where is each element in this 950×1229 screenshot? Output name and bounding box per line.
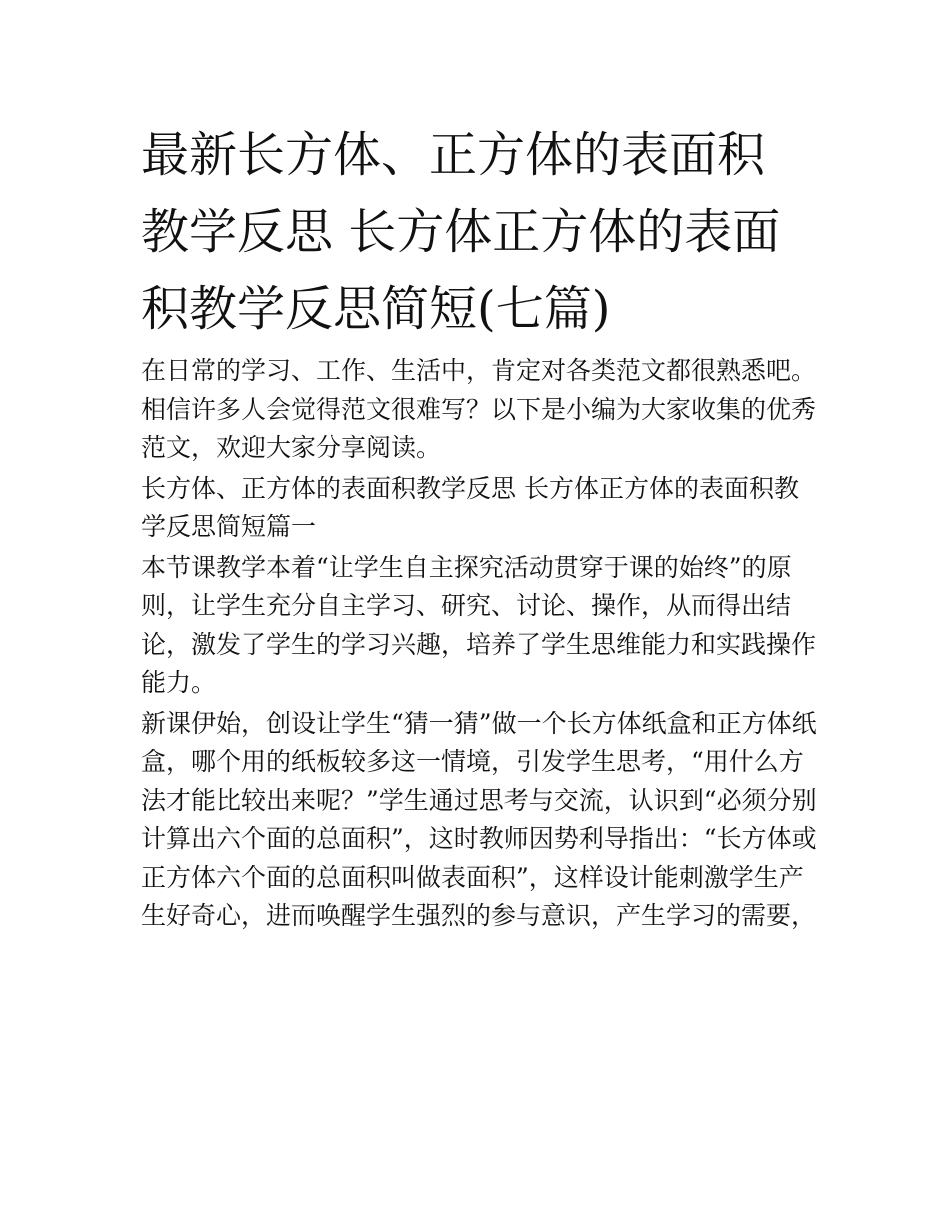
text-line: 盒，哪个用的纸板较多这一情境，引发学生思考，“用什么方 — [141, 747, 804, 776]
text-line: 范文，欢迎大家分享阅读。 — [141, 433, 442, 462]
text-line: 长方体、正方体的表面积教学反思 长方体正方体的表面积教 — [141, 473, 799, 503]
text-line: 正方体六个面的总面积叫做表面积”，这样设计能刺激学生产 — [141, 862, 804, 892]
text-line: 相信许多人会觉得范文很难写？以下是小编为大家收集的优秀 — [141, 394, 817, 424]
text-line: 生好奇心，进而唤醒学生强烈的参与意识，产生学习的需要， — [141, 901, 817, 930]
text-line: 新课伊始，创设让学生“猜一猜”做一个长方体纸盒和正方体纸 — [141, 708, 817, 738]
text-line: 则，让学生充分自主学习、研究、讨论、操作，从而得出结 — [141, 591, 792, 620]
text-line: 论，激发了学生的学习兴趣，培养了学生思维能力和实践操作 — [141, 629, 817, 659]
body-paragraph — [141, 705, 821, 936]
intro-paragraph — [141, 352, 821, 468]
section-heading-paragraph — [141, 470, 821, 547]
document-content — [141, 117, 821, 938]
text-line: 在日常的学习、工作、生活中，肯定对各类范文都很熟悉吧。 — [141, 356, 817, 385]
document-body — [141, 352, 821, 936]
title-line: 积教学反思简短(七篇) — [141, 281, 611, 337]
text-line: 本节课教学本着“让学生自主探究活动贯穿于课的始终”的原 — [141, 552, 792, 582]
body-paragraph — [141, 549, 821, 703]
text-line: 计算出六个面的总面积”，这时教师因势利导指出：“长方体或 — [141, 824, 817, 853]
title-line: 最新长方体、正方体的表面积 — [141, 127, 766, 183]
document-title — [141, 117, 821, 348]
text-line: 能力。 — [141, 668, 217, 697]
text-line: 法才能比较出来呢？”学生通过思考与交流，认识到“必须分别 — [141, 785, 817, 815]
title-line: 教学反思 长方体正方体的表面 — [141, 204, 781, 260]
text-line: 学反思简短篇一 — [141, 512, 317, 541]
